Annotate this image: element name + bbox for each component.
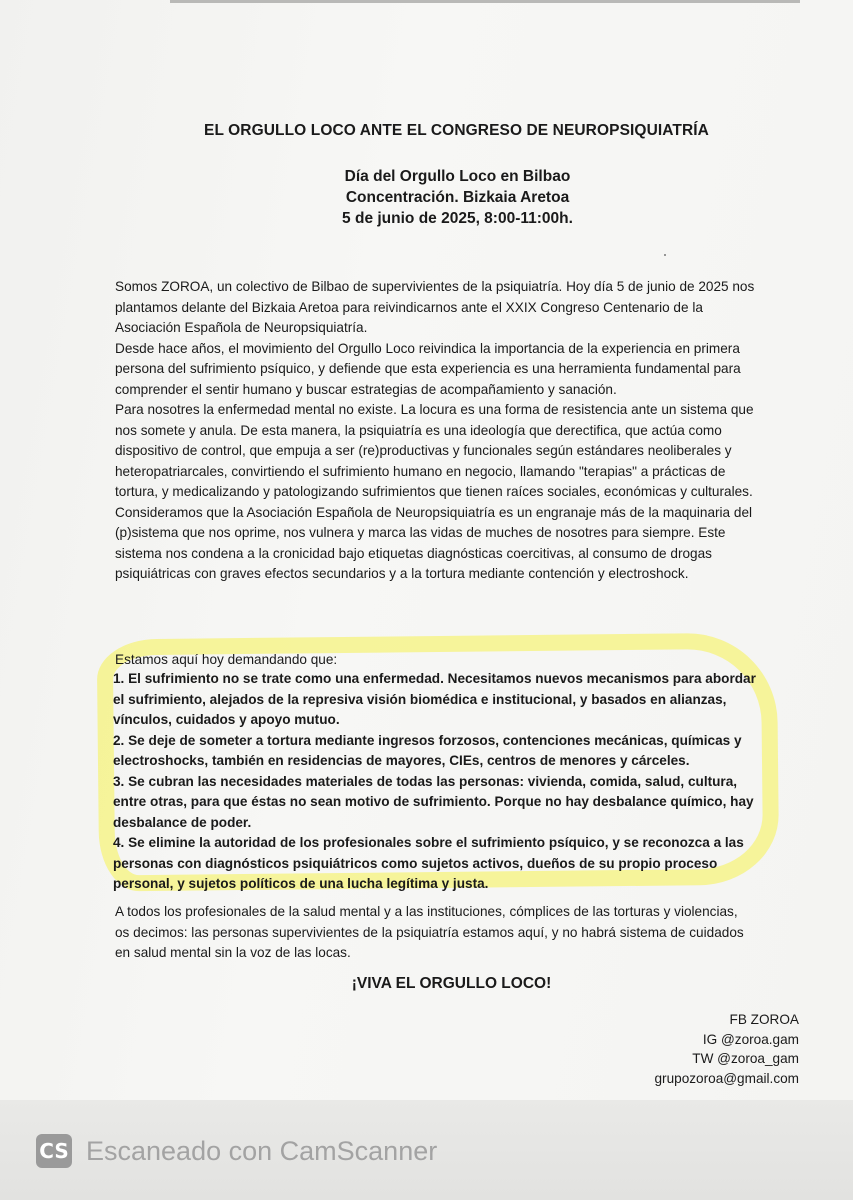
slogan: ¡VIVA EL ORGULLO LOCO! <box>351 975 552 992</box>
contact-instagram: IG @zoroa.gam <box>702 1031 799 1047</box>
event-info <box>0 166 853 229</box>
camscanner-logo-icon: CS <box>36 1134 72 1168</box>
paragraph: Consideramos que la Asociación Española de Neuropsiquiatría es un engranaje más de la maquinaria del (p)sistema que nos oprime, nos vulnera y marca las vidas de muches de nosotres para siempre. Este sistema nos condena a la cronicidad bajo etiquetas diagnósticas coercitivas, al consumo de drogas psiquiátricas con graves efectos secundarios y a la tortura mediante contención y electroshock. <box>115 504 753 581</box>
contact-facebook: FB ZOROA <box>729 1012 799 1027</box>
demand-item: 4. Se elimine la autoridad de los profesionales sobre el sufrimiento psíquico, y se reconozca a las personas con diagnósticos psiquiátricos como sujetos activos, dueños de su propio proceso personal, y sujetos políticos de una lucha legítima y justa. <box>113 835 744 891</box>
event-name: Día del Orgullo Loco en Bilbao <box>344 168 571 185</box>
event-datetime: 5 de junio de 2025, 8:00-11:00h. <box>342 210 573 227</box>
demands-intro: Estamos aquí hoy demandando que: <box>115 652 338 667</box>
contact-twitter: TW @zoroa_gam <box>692 1051 799 1066</box>
contact-email: grupozoroa@gmail.com <box>654 1070 799 1086</box>
demands-list <box>113 669 761 895</box>
scan-speck <box>664 254 666 256</box>
paragraph: Desde hace años, el movimiento del Orgullo Loco reivindica la importancia de la experiencia en primera persona del sufrimiento psíquico, y defiende que esta experiencia es una herramienta fundamental para comprender el sentir humano y buscar estrategias de acompañamiento y sanación. <box>115 340 741 397</box>
paragraph: Para nosotres la enfermedad mental no existe. La locura es una forma de resistencia ante un sistema que nos somete y anula. De esta manera, la psiquiatría es una ideología que derectifica, que actúa como dispositivo de control, que empuja a ser (re)productivas y funcionales según estándares neoliberales y heteropatriarcales, convirtiendo el sufrimiento humano en negocio, llamando "terapias" a prácticas de tortura, y medicalizando y patologizando sufrimientos que tienen raíces sociales, económicas y culturales. <box>115 402 754 499</box>
demand-item: 1. El sufrimiento no se trate como una enfermedad. Necesitamos nuevos mecanismos para abordar el sufrimiento, alejados de la represiva visión biomédica e institucional, y basados en alianzas, vínculos, cuidados y apoyo mutuo. <box>113 671 756 727</box>
paragraph: Somos ZOROA, un colectivo de Bilbao de supervivientes de la psiquiatría. Hoy día 5 de junio de 2025 nos plantamos delante del Bizkaia Aretoa para reivindicarnos ante el XXIX Congreso Centenario de la Asociación Española de Neuropsiquiatría. <box>115 279 755 335</box>
manifesto-body <box>115 277 755 585</box>
contact-block <box>654 1010 799 1088</box>
camscanner-watermark: Escaneado con CamScanner <box>86 1136 438 1166</box>
demand-item: 3. Se cubran las necesidades materiales de todas las personas: vivienda, comida, salud, cultura, entre otras, para que éstas no sean motivo de sufrimiento. Porque no hay desbalance químico, hay desbalance de poder. <box>113 773 754 830</box>
closing-paragraph: A todos los profesionales de la salud mental y a las instituciones, cómplices de las torturas y violencias, os decimos: las personas supervivientes de la psiquiatría estamos aquí, y no habrá sistema de cuidados en salud mental sin la voz de las locas. <box>115 904 744 960</box>
demand-item: 2. Se deje de someter a tortura mediante ingresos forzosos, contenciones mecánicas, químicas y electroshocks, también en residencias de mayores, CIEs, centros de menores y cárceles. <box>113 732 742 768</box>
document-title: EL ORGULLO LOCO ANTE EL CONGRESO DE NEUROPSIQUIATRÍA <box>204 122 709 139</box>
scan-edge <box>170 0 800 3</box>
event-location: Concentración. Bizkaia Aretoa <box>345 189 570 206</box>
